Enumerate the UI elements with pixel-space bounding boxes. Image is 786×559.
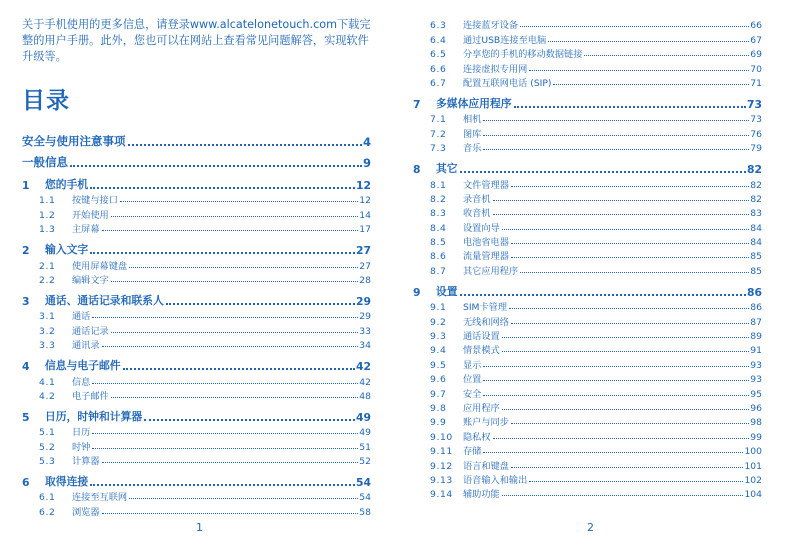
toc-entry-sub[interactable]	[22, 272, 371, 286]
dot-leader	[111, 216, 359, 217]
toc-entry-sub[interactable]	[413, 414, 762, 428]
toc-entry-title: 其它应用程序	[463, 265, 519, 277]
toc-entry-title: 图库	[463, 128, 482, 140]
toc-entry-sub[interactable]	[413, 140, 762, 154]
toc-entry-page: 101	[744, 460, 762, 472]
toc-entry-page: 96	[750, 402, 762, 414]
toc-entry-number: 2.2	[39, 274, 56, 286]
toc-entry-number: 8.5	[430, 237, 447, 249]
dot-leader	[90, 252, 355, 254]
toc-entry-sub[interactable]	[22, 424, 371, 438]
dot-leader	[502, 351, 750, 352]
page-number-left: 1	[196, 521, 203, 534]
toc-entry-page: 99	[750, 431, 762, 443]
toc-entry-sub[interactable]	[413, 75, 762, 89]
toc-entry-number: 2	[22, 244, 30, 258]
toc-entry-page: 84	[750, 237, 762, 249]
dot-leader	[548, 41, 749, 42]
dot-leader	[511, 423, 749, 424]
toc-entry-page: 66	[750, 20, 762, 32]
dot-leader	[502, 337, 750, 338]
dot-leader	[483, 366, 749, 367]
toc-entry-sub[interactable]	[22, 192, 371, 206]
toc-entry-page: 27	[355, 244, 371, 258]
dot-leader	[529, 70, 749, 71]
toc-entry-title: 日历，时钟和计算器	[45, 409, 143, 423]
toc-entry-page: 67	[750, 34, 762, 46]
dot-leader	[483, 380, 749, 381]
toc-entry-page: 86	[746, 285, 762, 299]
toc-entry-number: 4	[22, 360, 30, 374]
toc-entry-sub[interactable]	[22, 373, 371, 387]
toc-entry-page: 70	[750, 63, 762, 75]
dot-leader	[111, 332, 359, 333]
toc-entry-sub[interactable]	[413, 31, 762, 45]
toc-entry-sub[interactable]	[22, 206, 371, 220]
dot-leader	[120, 201, 358, 202]
toc-entry-page: 54	[355, 476, 371, 490]
toc-entry-page: 93	[750, 374, 762, 386]
toc-entry-page: 71	[750, 77, 762, 89]
toc-entry-number: 7.1	[430, 114, 447, 126]
dot-leader	[92, 317, 358, 318]
toc-entry-title: 位置	[463, 374, 482, 386]
toc-entry-sub[interactable]	[22, 453, 371, 467]
toc-entry-number: 8	[413, 163, 421, 177]
toc-entry-title: 通过USB连接至电脑	[463, 34, 547, 46]
toc-entry-sub[interactable]	[413, 313, 762, 327]
toc-entry-page: 84	[750, 222, 762, 234]
toc-entry-title: 电子邮件	[72, 390, 109, 402]
toc-entry-sub[interactable]	[413, 17, 762, 31]
toc-entry-page: 58	[359, 506, 371, 518]
toc-entry-title: 收音机	[463, 208, 491, 220]
toc-entry-page: 49	[359, 427, 371, 439]
toc-entry-sub[interactable]	[413, 219, 762, 233]
dot-leader	[483, 120, 749, 121]
dot-leader	[509, 308, 749, 309]
toc-entry-page: 42	[355, 360, 371, 374]
toc-entry-title: 取得连接	[45, 475, 89, 489]
toc-entry-title: 应用程序	[463, 402, 500, 414]
toc-entry-number: 9.6	[430, 374, 447, 386]
dot-leader	[520, 26, 749, 27]
dot-leader	[511, 257, 749, 258]
dot-leader	[511, 186, 749, 187]
toc-entry-title: 显示	[463, 359, 482, 371]
toc-entry-number: 9.4	[430, 345, 447, 357]
toc-entry-page: 33	[359, 325, 371, 337]
toc-entry-page: 98	[750, 417, 762, 429]
toc-entry-page: 91	[750, 345, 762, 357]
toc-entry-title: 语音输入和输出	[463, 474, 528, 486]
toc-entry-page: 85	[750, 251, 762, 263]
dot-leader	[90, 187, 355, 189]
dot-leader	[502, 495, 744, 496]
toc-entry-chap[interactable]	[22, 472, 371, 489]
dot-leader	[460, 294, 746, 296]
toc-entry-title: 通话记录	[72, 325, 109, 337]
toc-heading: 目录	[22, 88, 70, 114]
toc-entry-page: 95	[750, 388, 762, 400]
dot-leader	[483, 149, 749, 150]
toc-entry-sub[interactable]	[413, 125, 762, 139]
dot-leader	[511, 323, 749, 324]
page-number-right: 2	[587, 521, 594, 534]
toc-entry-title: 信息	[72, 376, 91, 388]
dot-leader	[102, 230, 359, 231]
toc-entry-chap[interactable]	[22, 291, 371, 308]
toc-entry-page: 69	[750, 49, 762, 61]
toc-entry-title: 相机	[463, 114, 482, 126]
toc-entry-number: 8.7	[430, 265, 447, 277]
toc-entry-number: 9.1	[430, 302, 447, 314]
toc-entry-number: 8.1	[430, 179, 447, 191]
toc-entry-page: 29	[355, 294, 371, 308]
toc-entry-sub[interactable]	[413, 191, 762, 205]
toc-entry-title: 连接蓝牙设备	[463, 20, 519, 32]
toc-entry-sub[interactable]	[413, 299, 762, 313]
toc-entry-chap[interactable]	[413, 94, 762, 111]
toc-entry-number: 9.13	[430, 474, 453, 486]
toc-entry-sub[interactable]	[413, 400, 762, 414]
toc-entry-chap[interactable]	[22, 356, 371, 373]
toc-entry-sub[interactable]	[22, 337, 371, 351]
toc-list-right	[413, 17, 762, 500]
dot-leader	[92, 448, 358, 449]
dot-leader	[493, 438, 750, 439]
toc-entry-title: 设置向导	[463, 222, 500, 234]
toc-entry-title: 按键与接口	[72, 195, 118, 207]
toc-entry-title: 通讯录	[72, 340, 100, 352]
toc-entry-title: 电池省电器	[463, 237, 509, 249]
toc-entry-page: 89	[750, 331, 762, 343]
dot-leader	[483, 135, 749, 136]
toc-entry-number: 1	[22, 179, 30, 192]
toc-entry-number: 8.4	[430, 222, 447, 234]
toc-entry-page: 4	[362, 135, 371, 149]
dot-leader	[584, 55, 749, 56]
dot-leader	[493, 214, 750, 215]
toc-entry-number: 7.2	[430, 128, 447, 140]
toc-entry-title: 通话、通话记录和联系人	[45, 293, 164, 307]
toc-entry-title: 辅助功能	[463, 489, 500, 501]
toc-entry-page: 29	[359, 311, 371, 323]
toc-entry-sub[interactable]	[413, 356, 762, 370]
toc-entry-title: 录音机	[463, 193, 491, 205]
toc-entry-sub[interactable]	[413, 176, 762, 190]
dot-leader	[483, 452, 743, 453]
toc-entry-title: 语言和键盘	[463, 460, 509, 472]
toc-entry-title: 通话设置	[463, 331, 500, 343]
toc-entry-number: 6.4	[430, 34, 447, 46]
dot-leader	[520, 272, 749, 273]
toc-entry-number: 1.1	[39, 195, 56, 207]
toc-entry-page: 14	[359, 209, 371, 221]
dot-leader	[102, 346, 359, 347]
toc-entry-page: 100	[744, 446, 762, 458]
toc-entry-number: 9.9	[430, 417, 447, 429]
toc-entry-page: 83	[750, 208, 762, 220]
toc-entry-page: 73	[750, 114, 762, 126]
toc-entry-number: 3	[22, 294, 30, 308]
dot-leader	[123, 368, 355, 370]
toc-entry-sub[interactable]	[413, 111, 762, 125]
toc-entry-page: 34	[359, 340, 371, 352]
toc-entry-title: 无线和网络	[463, 316, 509, 328]
toc-entry-number: 9.12	[430, 460, 453, 472]
toc-entry-number: 9.7	[430, 388, 447, 400]
toc-entry-title: 编辑文字	[72, 274, 109, 286]
dot-leader	[514, 106, 746, 108]
toc-entry-page: 85	[750, 265, 762, 277]
toc-entry-number: 9.2	[430, 316, 447, 328]
toc-entry-page: 76	[750, 128, 762, 140]
toc-entry-number: 8.3	[430, 208, 447, 220]
dot-leader	[166, 303, 355, 305]
toc-entry-page: 52	[359, 456, 371, 468]
toc-entry-title: 输入文字	[45, 243, 89, 257]
dot-leader	[483, 395, 749, 396]
toc-entry-number: 3.2	[39, 325, 56, 337]
toc-entry-title: 账户与同步	[463, 417, 509, 429]
toc-entry-sub[interactable]	[22, 388, 371, 402]
dot-leader	[460, 171, 746, 173]
toc-entry-sub[interactable]	[22, 308, 371, 322]
toc-entry-title: 连接虚拟专用网	[463, 63, 528, 75]
dot-leader	[511, 467, 744, 468]
toc-entry-page: 48	[359, 390, 371, 402]
toc-entry-page: 82	[750, 193, 762, 205]
toc-entry-title: 开始使用	[72, 209, 109, 221]
toc-entry-page: 79	[750, 143, 762, 155]
toc-entry-number: 2.1	[39, 260, 56, 272]
dot-leader	[102, 462, 359, 463]
toc-entry-page: 54	[359, 492, 371, 504]
toc-entry-number: 8.6	[430, 251, 447, 263]
toc-entry-page: 12	[355, 179, 371, 192]
toc-entry-number: 6.5	[430, 49, 447, 61]
dot-leader	[511, 243, 749, 244]
toc-entry-title: 通话	[72, 311, 91, 323]
toc-entry-page: 87	[750, 316, 762, 328]
toc-entry-number: 3.1	[39, 311, 56, 323]
dot-leader	[111, 281, 359, 282]
right-page	[393, 0, 786, 559]
toc-entry-number: 8.2	[430, 193, 447, 205]
toc-entry-chap[interactable]	[22, 240, 371, 257]
toc-entry-number: 4.1	[39, 376, 56, 388]
toc-entry-page: 93	[750, 359, 762, 371]
dot-leader	[144, 419, 355, 421]
toc-entry-number: 6.7	[430, 77, 447, 89]
toc-entry-sub[interactable]	[22, 257, 371, 271]
toc-entry-number: 9.10	[430, 431, 453, 443]
toc-entry-number: 9	[413, 285, 421, 299]
toc-entry-number: 5.2	[39, 441, 56, 453]
toc-entry-title: 时钟	[72, 441, 91, 453]
dot-leader	[102, 513, 359, 514]
dot-leader	[90, 484, 355, 486]
toc-entry-number: 4.2	[39, 390, 56, 402]
toc-entry-sub[interactable]	[413, 385, 762, 399]
toc-entry-title: 文件管理器	[463, 179, 509, 191]
toc-entry-chap[interactable]	[413, 282, 762, 299]
toc-entry-title: 一般信息	[22, 155, 68, 169]
toc-entry-sub[interactable]	[413, 486, 762, 500]
dot-leader	[553, 84, 749, 85]
toc-entry-number: 6.3	[430, 20, 447, 32]
toc-entry-page: 27	[359, 260, 371, 272]
dot-leader	[129, 498, 358, 499]
toc-entry-title: 安全与使用注意事项	[22, 134, 126, 148]
toc-entry-sub[interactable]	[413, 342, 762, 356]
toc-entry-number: 5.1	[39, 427, 56, 439]
toc-entry-sub[interactable]	[22, 322, 371, 336]
toc-entry-title: 使用屏幕键盘	[72, 260, 128, 272]
toc-entry-chap[interactable]	[22, 407, 371, 424]
intro-paragraph: 关于手机使用的更多信息，请登录www.alcatelonetouch.com下载完整的用户手册。此外，您也可以在网站上查看常见问题解答，实现软件升级等。	[22, 18, 371, 63]
toc-entry-number: 1.3	[39, 224, 56, 236]
toc-entry-number: 5.3	[39, 456, 56, 468]
dot-leader	[92, 383, 358, 384]
toc-entry-page: 82	[746, 163, 762, 177]
toc-entry-sub[interactable]	[413, 60, 762, 74]
toc-entry-sub[interactable]	[22, 489, 371, 503]
toc-entry-sub[interactable]	[413, 371, 762, 385]
dot-leader	[502, 409, 750, 410]
toc-entry-number: 9.11	[430, 446, 453, 458]
dot-leader	[529, 481, 743, 482]
toc-entry-sub[interactable]	[413, 234, 762, 248]
toc-entry-title: 日历	[72, 427, 91, 439]
toc-entry-title: 存储	[463, 446, 482, 458]
toc-entry-page: 82	[750, 179, 762, 191]
toc-entry-sub[interactable]	[22, 438, 371, 452]
toc-entry-sub[interactable]	[413, 46, 762, 60]
dot-leader	[70, 165, 362, 167]
toc-entry-chap[interactable]	[413, 159, 762, 176]
toc-entry-title: 计算器	[72, 456, 100, 468]
dot-leader	[92, 433, 358, 434]
toc-entry-title: 其它	[436, 162, 458, 176]
toc-entry-number: 7	[413, 97, 421, 111]
toc-entry-title: SIM卡管理	[463, 302, 508, 314]
dot-leader	[493, 200, 750, 201]
toc-entry-top[interactable]	[22, 130, 371, 149]
toc-entry-sub[interactable]	[413, 428, 762, 442]
toc-list-left	[22, 128, 371, 518]
toc-entry-sub[interactable]	[413, 472, 762, 486]
toc-entry-page: 12	[359, 195, 371, 207]
toc-entry-number: 1.2	[39, 209, 56, 221]
toc-entry-number: 5	[22, 410, 30, 424]
toc-entry-page: 102	[744, 474, 762, 486]
toc-entry-number: 3.3	[39, 340, 56, 352]
toc-entry-page: 9	[362, 156, 371, 170]
toc-entry-sub[interactable]	[413, 248, 762, 262]
toc-entry-title: 主屏幕	[72, 224, 100, 236]
toc-entry-page: 73	[746, 97, 762, 111]
toc-entry-sub[interactable]	[413, 443, 762, 457]
toc-entry-page: 17	[359, 224, 371, 236]
toc-entry-number: 7.3	[430, 143, 447, 155]
toc-entry-sub[interactable]	[413, 262, 762, 276]
dot-leader	[111, 397, 359, 398]
toc-entry-page: 28	[359, 274, 371, 286]
toc-entry-title: 浏览器	[72, 506, 100, 518]
toc-entry-sub[interactable]	[413, 205, 762, 219]
toc-entry-chap[interactable]	[22, 175, 371, 192]
toc-entry-number: 9.3	[430, 331, 447, 343]
toc-entry-sub[interactable]	[413, 457, 762, 471]
toc-entry-title: 音乐	[463, 143, 482, 155]
toc-entry-number: 6	[22, 476, 30, 490]
toc-entry-title: 情景模式	[463, 345, 500, 357]
toc-entry-page: 104	[744, 489, 762, 501]
toc-entry-number: 6.2	[39, 506, 56, 518]
toc-entry-title: 多媒体应用程序	[436, 96, 512, 110]
toc-entry-number: 6.6	[430, 63, 447, 75]
toc-entry-page: 49	[355, 410, 371, 424]
toc-entry-sub[interactable]	[22, 503, 371, 517]
toc-entry-number: 9.14	[430, 489, 453, 501]
toc-entry-sub[interactable]	[413, 328, 762, 342]
dot-leader	[128, 144, 362, 146]
toc-entry-title: 安全	[463, 388, 482, 400]
toc-entry-title: 您的手机	[45, 178, 89, 191]
toc-entry-page: 51	[359, 441, 371, 453]
dot-leader	[502, 229, 750, 230]
toc-entry-title: 隐私权	[463, 431, 491, 443]
toc-entry-title: 连接至互联网	[72, 492, 128, 504]
toc-entry-title: 配置互联网电话 (SIP)	[463, 77, 552, 89]
toc-entry-title: 流量管理器	[463, 251, 509, 263]
toc-entry-number: 6.1	[39, 492, 56, 504]
toc-entry-title: 分享您的手机的移动数据链接	[463, 49, 583, 61]
toc-entry-title: 设置	[436, 284, 458, 298]
toc-entry-page: 42	[359, 376, 371, 388]
dot-leader	[129, 267, 358, 268]
toc-entry-number: 9.8	[430, 402, 447, 414]
toc-entry-sub[interactable]	[22, 221, 371, 235]
toc-entry-title: 信息与电子邮件	[45, 359, 121, 373]
toc-entry-top[interactable]	[22, 151, 371, 170]
toc-entry-number: 9.5	[430, 359, 447, 371]
toc-entry-page: 86	[750, 302, 762, 314]
